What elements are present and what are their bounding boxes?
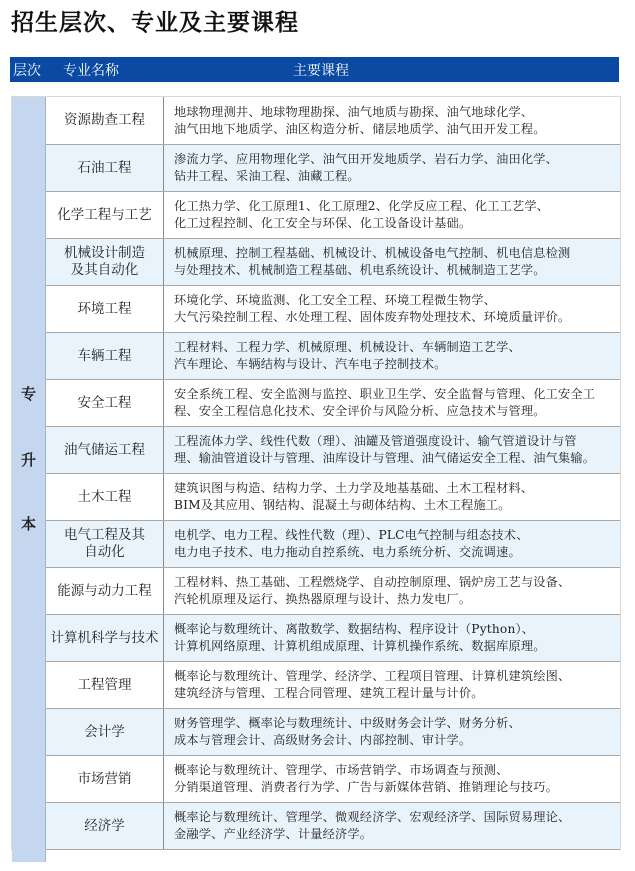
- table-row: [46, 427, 620, 474]
- major-name: 安全工程: [77, 394, 132, 411]
- major-name: 油气储运工程: [64, 441, 145, 458]
- major-name: 资源勘查工程: [64, 112, 145, 128]
- table-row: [46, 192, 620, 239]
- major-name-cell: [46, 521, 164, 567]
- major-name: 计算机科学与技术: [50, 629, 159, 646]
- table-row: [46, 568, 620, 615]
- level-char: 升: [20, 451, 36, 469]
- level-char: 专: [20, 385, 36, 403]
- courses-cell: [164, 474, 620, 520]
- courses-text: 工程材料、热工基础、工程燃烧学、自动控制原理、锅炉房工艺与设备、: [174, 575, 571, 589]
- courses-cell: [164, 568, 620, 614]
- major-name-cell: [46, 756, 164, 802]
- table-row: [46, 333, 620, 380]
- courses-text: 钻井工程、采油工程、油藏工程。: [174, 169, 360, 183]
- courses-text: 工程材料、工程力学、机械原理、机械设计、车辆制造工艺学、: [174, 340, 521, 354]
- table-row: [46, 286, 620, 333]
- courses-cell: [164, 286, 620, 332]
- courses-text: 工程流体力学、线性代数（理）、油罐及管道强度设计、输气管道设计与管: [174, 434, 577, 448]
- table-row: [46, 145, 620, 192]
- major-name: 自动化: [84, 544, 125, 560]
- courses-text: 环境化学、环境监测、化工安全工程、环境工程微生物学、: [174, 293, 497, 307]
- major-name-cell: [46, 427, 164, 473]
- courses-text: 计算机网络原理、计算机组成原理、计算机操作系统、数据库原理。: [174, 639, 546, 653]
- courses-cell: [164, 333, 620, 379]
- courses-text: 程、安全工程信息化技术、安全评价与风险分析、应急技术与管理。: [174, 404, 546, 418]
- level-char: 本: [20, 515, 36, 533]
- major-name-cell: [46, 568, 164, 614]
- major-name: 会计学: [84, 723, 125, 740]
- header-courses: 主要课程: [293, 63, 349, 79]
- header-major: 专业名称: [63, 63, 119, 79]
- major-name: 机械设计制造: [64, 245, 145, 261]
- courses-text: 汽车理论、车辆结构与设计、汽车电子控制技术。: [174, 357, 447, 371]
- courses-cell: [164, 192, 620, 238]
- major-name-cell: [46, 380, 164, 426]
- courses-cell: [164, 239, 620, 285]
- major-name: 石油工程: [77, 159, 132, 176]
- major-name: 环境工程: [77, 300, 132, 317]
- courses-text: 安全系统工程、安全监测与监控、职业卫生学、安全监督与管理、化工安全工: [174, 387, 596, 401]
- courses-text: 化工过程控制、化工安全与环保、化工设备设计基础。: [174, 216, 472, 230]
- major-name-cell: [46, 192, 164, 238]
- courses-text: 分销渠道管理、消费者行为学、广告与新媒体营销、推销理论与技巧。: [174, 780, 559, 794]
- table-row: [46, 756, 620, 803]
- major-name: 经济学: [84, 817, 125, 834]
- courses-text: 概率论与数理统计、管理学、市场营销学、市场调查与预测、: [174, 763, 509, 777]
- courses-cell: [164, 145, 620, 191]
- courses-text: 机械原理、控制工程基础、机械设计、机械设备电气控制、机电信息检测: [174, 246, 571, 260]
- courses-text: 大气污染控制工程、水处理工程、固体废弃物处理技术、环境质量评价。: [174, 310, 571, 324]
- courses-text: 理、输油管道设计与管理、油库设计与管理、油气储运安全工程、油气集输。: [174, 451, 596, 465]
- table-row: [46, 521, 620, 568]
- table-row: [46, 239, 620, 286]
- courses-text: 概率论与数理统计、管理学、微观经济学、宏观经济学、国际贸易理论、: [174, 810, 571, 824]
- courses-cell: [164, 756, 620, 802]
- major-name-cell: [46, 239, 164, 285]
- page-title: 招生层次、专业及主要课程: [11, 10, 299, 36]
- table-row: [46, 380, 620, 427]
- courses-text: 油气田地下地质学、油区构造分析、储层地质学、油气田开发工程。: [174, 121, 546, 136]
- curriculum-table: [11, 96, 621, 850]
- courses-text: 化工热力学、化工原理1、化工原理2、化学反应工程、化工工艺学、: [174, 199, 550, 213]
- table-header: [10, 57, 619, 82]
- courses-cell: [164, 615, 620, 661]
- courses-text: 成本与管理会计、高级财务会计、内部控制、审计学。: [174, 733, 472, 747]
- table-row: [46, 615, 620, 662]
- major-name: 车辆工程: [77, 347, 132, 364]
- major-name-cell: [46, 97, 164, 144]
- courses-text: 建筑识图与构造、结构力学、土力学及地基基础、土木工程材料、: [174, 481, 534, 495]
- major-name: 及其自动化: [70, 262, 139, 278]
- table-row: [46, 474, 620, 521]
- table-body: [46, 97, 620, 850]
- courses-text: 概率论与数理统计、管理学、经济学、工程项目管理、计算机建筑绘图、: [174, 669, 571, 683]
- courses-text: 建筑经济与管理、工程合同管理、建筑工程计量与计价。: [174, 686, 484, 700]
- courses-text: 汽轮机原理及运行、换热器原理与设计、热力发电厂。: [174, 592, 472, 606]
- major-name-cell: [46, 615, 164, 661]
- major-name-cell: [46, 662, 164, 708]
- major-name-cell: [46, 333, 164, 379]
- courses-cell: [164, 521, 620, 567]
- courses-cell: [164, 427, 620, 473]
- major-name-cell: [46, 803, 164, 849]
- major-name-cell: [46, 709, 164, 755]
- courses-text: 电力电子技术、电力拖动自控系统、电力系统分析、交流调速。: [174, 545, 521, 559]
- major-name-cell: [46, 145, 164, 191]
- table-row: [46, 803, 620, 850]
- major-name-cell: [46, 474, 164, 520]
- table-row: [46, 709, 620, 756]
- major-name: 化学工程与工艺: [57, 206, 152, 223]
- major-name: 工程管理: [77, 676, 132, 693]
- courses-cell: [164, 709, 620, 755]
- major-name: 电气工程及其: [64, 527, 145, 543]
- courses-cell: [164, 662, 620, 708]
- major-name: 能源与动力工程: [57, 582, 152, 599]
- courses-text: 地球物理测井、地球物理勘探、油气地质与勘探、油气地球化学、: [174, 104, 534, 119]
- table-row: [46, 97, 620, 145]
- major-name: 市场营销: [77, 770, 132, 787]
- courses-text: 电机学、电力工程、线性代数（理）、PLC电气控制与组态技术、: [174, 528, 529, 542]
- major-name: 土木工程: [77, 488, 132, 505]
- courses-cell: [164, 97, 620, 144]
- courses-text: 与处理技术、机械制造工程基础、机电系统设计、机械制造工艺学。: [174, 263, 546, 277]
- courses-text: 财务管理学、概率论与数理统计、中级财务会计学、财务分析、: [174, 716, 521, 730]
- courses-cell: [164, 803, 620, 849]
- courses-text: 概率论与数理统计、离散数学、数据结构、程序设计（Python）、: [174, 622, 535, 636]
- table-row: [46, 662, 620, 709]
- courses-text: 渗流力学、应用物理化学、油气田开发地质学、岩石力学、油田化学、: [174, 152, 559, 166]
- courses-text: BIM及其应用、钢结构、混凝土与砌体结构、土木工程施工。: [174, 498, 511, 512]
- header-level: 层次: [13, 63, 41, 79]
- courses-cell: [164, 380, 620, 426]
- major-name-cell: [46, 286, 164, 332]
- level-cell: [12, 97, 46, 862]
- courses-text: 金融学、产业经济学、计量经济学。: [174, 827, 373, 841]
